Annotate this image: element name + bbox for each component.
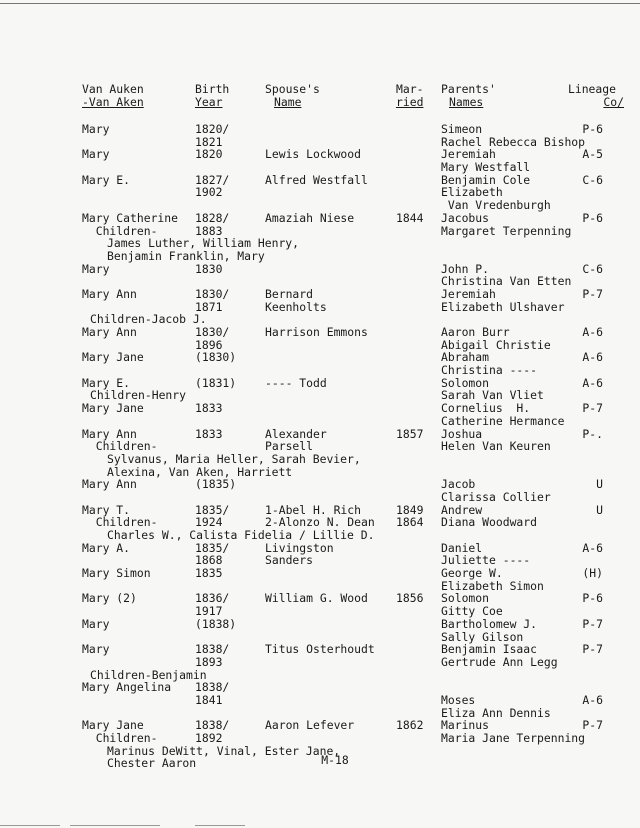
record-line [0, 225, 640, 238]
record [0, 402, 640, 427]
header-names: Names [449, 94, 484, 109]
birth-year: 1835/ [195, 502, 230, 517]
spouse-name: Bernard [265, 286, 314, 301]
record-line [0, 364, 640, 377]
lineage-code: P-6 [582, 122, 603, 136]
parents-names: Gertrude Ann Legg [441, 654, 558, 669]
record-line [0, 148, 640, 161]
parents-names: Solomon [441, 375, 490, 390]
spouse-name: Lewis Lockwood [265, 147, 362, 162]
lineage-code: A-6 [582, 325, 603, 339]
lineage-code: P-7 [582, 616, 603, 631]
record-line [0, 199, 640, 212]
parents-names: Van Vredenburgh [441, 198, 551, 213]
birth-year: 1820 [195, 147, 223, 162]
spouse-name: Harrison Emmons [265, 325, 368, 339]
lineage-code: U [596, 502, 603, 517]
parents-names: Benjamin Cole [441, 172, 531, 187]
header-name: Name [274, 94, 302, 109]
record-line [0, 453, 640, 466]
person-name: Mary Simon [82, 566, 151, 581]
parents-names: Elizabeth Ulshaver [441, 299, 565, 314]
parents-names: Eliza Ann Dennis [441, 705, 551, 720]
spouse-name: 2-Alonzo N. Dean [265, 515, 375, 530]
record-line [0, 732, 640, 745]
record [0, 377, 640, 402]
header-surname: Van Auken [82, 82, 144, 96]
children-names: Benjamin Franklin, Mary [107, 248, 265, 263]
parents-names: Aaron Burr [441, 325, 510, 339]
birth-year: 1827/ [195, 172, 230, 187]
lineage-code: P-7 [582, 286, 603, 301]
record [0, 643, 640, 681]
birth-year: (1838) [195, 616, 237, 631]
parents-names: Moses [441, 692, 476, 707]
person-name: Children- [82, 223, 158, 238]
birth-year: (1830) [195, 350, 237, 365]
record-line [0, 605, 640, 618]
spouse-name: Alexander [265, 426, 327, 441]
parents-names: Sarah Van Vliet [441, 388, 544, 403]
person-name: Mary Ann [82, 477, 137, 492]
parents-names: Gitty Coe [441, 604, 503, 619]
parents-names: Jeremiah [441, 286, 496, 301]
record-line [0, 250, 640, 263]
person-name: Mary T. [82, 502, 131, 517]
children-names: James Luther, William Henry, [107, 236, 300, 251]
birth-year: 1838/ [195, 680, 230, 695]
record-line [0, 542, 640, 555]
person-name: Mary Ann [82, 286, 137, 301]
record-line [0, 656, 640, 669]
record [0, 148, 640, 173]
parents-names: Christina Van Etten [441, 274, 572, 289]
birth-year: (1835) [195, 477, 237, 492]
record-line [0, 529, 640, 542]
parents-names: Elizabeth Simon [441, 578, 544, 593]
parents-names: Abigail Christie [441, 337, 551, 352]
lineage-code: P-6 [582, 591, 603, 606]
parents-names: Cornelius H. [441, 401, 531, 416]
record [0, 326, 640, 351]
parents-names: Benjamin Isaac [441, 642, 538, 657]
record-line [0, 681, 640, 694]
scan-artifacts [0, 815, 640, 825]
lineage-code: C-6 [582, 261, 603, 276]
header-lineage: Lineage [567, 82, 616, 96]
parents-names: Simeon [441, 122, 483, 136]
person-name: Mary Jane [82, 401, 144, 416]
birth-year: 1833 [195, 426, 223, 441]
header-row-2 [0, 96, 640, 109]
record-line [0, 440, 640, 453]
birth-year: 1820/ [195, 122, 230, 136]
record-line [0, 491, 640, 504]
lineage-code: U [596, 477, 603, 492]
record [0, 542, 640, 567]
birth-year: 1896 [195, 337, 223, 352]
parents-names: Jacob [441, 477, 476, 492]
lineage-code: P-. [582, 426, 603, 441]
parents-names: Jacobus [441, 210, 490, 225]
person-name: Children- [82, 731, 158, 745]
page-number: M-18 [321, 753, 349, 767]
person-name: Mary [82, 122, 110, 136]
married-year: 1857 [396, 426, 424, 441]
record [0, 263, 640, 288]
lineage-code: P-6 [582, 210, 603, 225]
person-name: Mary E. [82, 172, 131, 187]
spouse-name: Titus Osterhoudt [265, 642, 375, 657]
record-line [0, 174, 640, 187]
record-line [0, 415, 640, 428]
header-row-1 [0, 83, 640, 96]
header-married: Mar- [396, 82, 424, 96]
birth-year: 1838/ [195, 642, 230, 657]
lineage-code: A-6 [582, 375, 603, 390]
spouse-name: Aaron Lefever [265, 718, 355, 733]
header-spouse: Spouse's [265, 82, 320, 96]
record [0, 123, 640, 148]
person-name: Children- [82, 439, 158, 454]
children-names: Marinus DeWitt, Vinal, Ester Jane, [107, 743, 341, 758]
birth-year: 1917 [195, 604, 223, 619]
header-ried: ried [396, 94, 424, 109]
record-line [0, 592, 640, 605]
parents-names: Abraham [441, 350, 490, 365]
married-year: 1856 [396, 591, 424, 606]
children-names: Chester Aaron [107, 756, 197, 771]
lineage-code: A-6 [582, 692, 603, 707]
record [0, 428, 640, 479]
birth-year: 1836/ [195, 591, 230, 606]
married-year: 1849 [396, 502, 424, 517]
parents-names: Daniel [441, 540, 483, 555]
children-note: Children-Benjamin [90, 667, 207, 682]
record [0, 478, 640, 503]
header-parents: Parents' [441, 82, 496, 96]
records-list [0, 123, 640, 783]
person-name: Mary Jane [82, 718, 144, 733]
header-surname-alt: -Van Aken [82, 94, 144, 109]
person-name: Mary [82, 147, 110, 162]
lineage-code: A-6 [582, 540, 603, 555]
parents-names: John P. [441, 261, 490, 276]
birth-year: 1883 [195, 223, 223, 238]
children-names: Alexina, Van Aken, Harriett [107, 464, 293, 479]
spouse-name: Sanders [265, 553, 314, 568]
header-birth: Birth [195, 82, 230, 96]
parents-names: Bartholomew J. [441, 616, 538, 631]
record-line [0, 618, 640, 631]
header-year: Year [195, 94, 223, 109]
birth-year: 1841 [195, 692, 223, 707]
birth-year: 1924 [195, 515, 223, 530]
spouse-name: William G. Wood [265, 591, 368, 606]
birth-year: 1835 [195, 566, 223, 581]
record [0, 212, 640, 263]
parents-names: Andrew [441, 502, 483, 517]
parents-names: Margaret Terpenning [441, 223, 572, 238]
record [0, 504, 640, 542]
spouse-name: Alfred Westfall [265, 172, 368, 187]
birth-year: 1871 [195, 299, 223, 314]
parents-names: Rachel Rebecca Bishop [441, 134, 586, 149]
parents-names: George W. [441, 566, 503, 581]
children-names: Charles W., Calista Fidelia / Lillie D. [107, 528, 375, 542]
spouse-name: 1-Abel H. Rich [265, 502, 362, 517]
lineage-code: P-7 [582, 642, 603, 657]
record [0, 618, 640, 643]
spouse-name: Keenholts [265, 299, 327, 314]
person-name: Mary Ann [82, 426, 137, 441]
lineage-code: (H) [582, 566, 603, 581]
spouse-name: Amaziah Niese [265, 210, 355, 225]
birth-year: 1830 [195, 261, 223, 276]
record [0, 351, 640, 376]
record-line [0, 402, 640, 415]
parents-names: Elizabeth [441, 185, 503, 200]
birth-year: (1831) [195, 375, 237, 390]
spouse-name: ---- Todd [265, 375, 327, 390]
record-line [0, 288, 640, 301]
parents-names: Maria Jane Terpenning [441, 731, 586, 745]
person-name: Mary [82, 261, 110, 276]
top-rule [0, 3, 640, 4]
lineage-code: P-7 [582, 401, 603, 416]
record-line [0, 643, 640, 656]
parents-names: Catherine Hermance [441, 413, 565, 428]
record [0, 567, 640, 592]
birth-year: 1821 [195, 134, 223, 149]
parents-names: Helen Van Keuren [441, 439, 551, 454]
birth-year: 1830/ [195, 286, 230, 301]
record [0, 288, 640, 326]
record-line [0, 237, 640, 250]
record-line [0, 123, 640, 136]
person-name: Mary Ann [82, 325, 137, 339]
person-name: Mary E. [82, 375, 131, 390]
spouse-name: Parsell [265, 439, 314, 454]
children-names: Sylvanus, Maria Heller, Sarah Bevier, [107, 451, 361, 466]
parents-names: Mary Westfall [441, 160, 531, 175]
person-name: Mary [82, 616, 110, 631]
lineage-code: A-5 [582, 147, 603, 162]
person-name: Mary (2) [82, 591, 137, 606]
lineage-code: A-6 [582, 350, 603, 365]
birth-year: 1893 [195, 654, 223, 669]
children-note: Children-Jacob J. [90, 312, 207, 327]
person-name: Mary Angelina [82, 680, 172, 695]
birth-year: 1828/ [195, 210, 230, 225]
spouse-name: Livingston [265, 540, 334, 555]
parents-names: Diana Woodward [441, 515, 538, 530]
birth-year: 1868 [195, 553, 223, 568]
birth-year: 1892 [195, 731, 223, 745]
birth-year: 1835/ [195, 540, 230, 555]
parents-names: Sally Gilson [441, 629, 524, 644]
married-year: 1864 [396, 515, 424, 530]
person-name: Mary Jane [82, 350, 144, 365]
parents-names: Clarissa Collier [441, 489, 551, 504]
parents-names: Solomon [441, 591, 490, 606]
married-year: 1844 [396, 210, 424, 225]
birth-year: 1902 [195, 185, 223, 200]
birth-year: 1838/ [195, 718, 230, 733]
person-name: Children- [82, 515, 158, 530]
married-year: 1862 [396, 718, 424, 733]
parents-names: Jeremiah [441, 147, 496, 162]
record [0, 681, 640, 719]
record-line [0, 212, 640, 225]
person-name: Mary Catherine [82, 210, 179, 225]
parents-names: Marinus [441, 718, 490, 733]
parents-names: Joshua [441, 426, 483, 441]
record-line [0, 694, 640, 707]
record [0, 592, 640, 617]
record [0, 174, 640, 212]
parents-names: Christina ---- [441, 363, 538, 378]
record-line [0, 161, 640, 174]
lineage-code: P-7 [582, 718, 603, 733]
children-note: Children-Henry [90, 388, 187, 403]
person-name: Mary [82, 642, 110, 657]
record-line [0, 567, 640, 580]
header-code: Co/ [603, 94, 624, 109]
parents-names: Juliette ---- [441, 553, 531, 568]
record-line [0, 326, 640, 339]
record-line [0, 351, 640, 364]
birth-year: 1830/ [195, 325, 230, 339]
column-header [0, 83, 640, 108]
lineage-code: C-6 [582, 172, 603, 187]
birth-year: 1833 [195, 401, 223, 416]
person-name: Mary A. [82, 540, 131, 555]
